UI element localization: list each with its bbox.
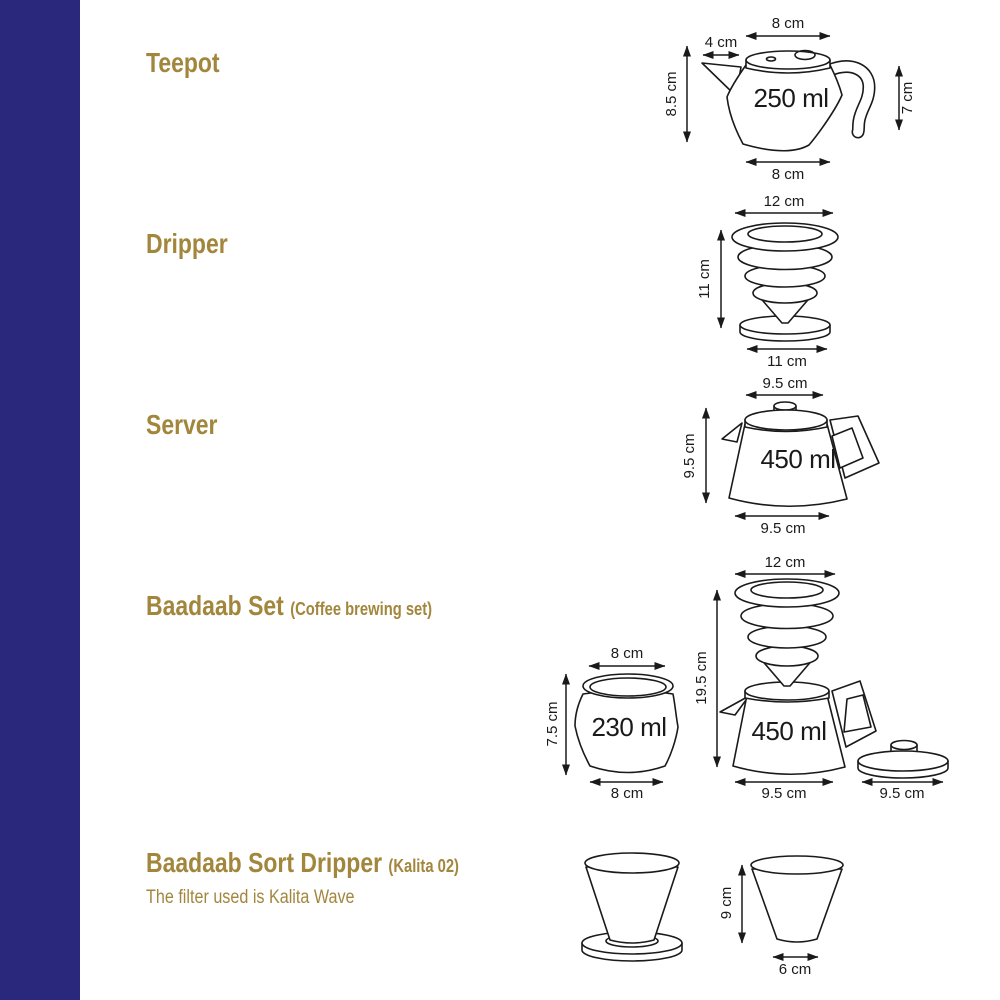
dripper-dim-base-label: 11 cm	[767, 353, 807, 370]
server-title-text: Server	[146, 409, 218, 440]
sort-dim-base-label: 6 cm	[778, 961, 812, 978]
set-lid-dim-label: 9.5 cm	[879, 785, 925, 802]
set-lid-top	[858, 751, 948, 771]
set-dim-height-label: 19.5 cm	[693, 651, 710, 705]
teepot-volume-label: 250 ml	[753, 83, 829, 113]
dripper-rim-opening	[748, 226, 822, 242]
set-lid-knob-top	[891, 741, 917, 750]
set-cup-dim-height-label: 7.5 cm	[544, 701, 561, 747]
sort-dripper-drawing	[555, 838, 975, 988]
set-lid	[858, 741, 948, 779]
set-cup	[575, 674, 678, 773]
sort-cone-rim	[585, 853, 679, 873]
sort-dripper-title-text: Baadaab Sort Dripper	[146, 847, 383, 878]
server-dim-base-label: 9.5 cm	[760, 520, 806, 537]
sort-cone2-body	[752, 869, 842, 942]
teepot-drawing	[655, 8, 935, 186]
set-cup-dim-base-label: 8 cm	[610, 785, 644, 802]
section-title-server	[146, 410, 217, 441]
sort-dripper-note: The filter used is Kalita Wave	[146, 887, 355, 908]
dripper-dim-top-label: 12 cm	[763, 193, 805, 210]
set-cup-dim-top-label: 8 cm	[610, 645, 644, 662]
set-dripper-opening	[751, 582, 823, 598]
dripper-drawing	[685, 193, 885, 383]
sort-dripper-cone-only	[751, 856, 843, 942]
server-spout	[722, 423, 742, 442]
set-dim-base-label: 9.5 cm	[761, 785, 807, 802]
server-lid	[745, 410, 827, 430]
teepot-dim-height-label: 8.5 cm	[663, 71, 680, 117]
section-title-sort-dripper	[146, 848, 459, 879]
sort-dim-height-label: 9 cm	[718, 886, 735, 920]
server-dim-height-label: 9.5 cm	[681, 433, 698, 479]
set-server-volume-label: 450 ml	[751, 716, 827, 746]
set-dripper-ring-4	[756, 646, 818, 666]
server-volume-label: 450 ml	[760, 444, 836, 474]
dripper-dim-height-label: 11 cm	[696, 259, 713, 299]
section-title-baadaab-set	[146, 591, 432, 622]
set-dim-top-label: 12 cm	[764, 554, 806, 571]
teepot-dim-spout-label: 4 cm	[704, 34, 738, 51]
sort-cone-body	[586, 867, 678, 943]
sort-dripper-with-base	[582, 853, 682, 961]
set-cup-opening	[590, 678, 666, 696]
server-dim-lid-label: 9.5 cm	[762, 375, 808, 392]
teepot-dim-base-label: 8 cm	[771, 166, 805, 183]
teepot-title-text: Teepot	[146, 47, 220, 78]
brand-sidebar	[0, 0, 80, 1000]
set-cup-volume-label: 230 ml	[591, 712, 667, 742]
section-title-dripper	[146, 229, 228, 260]
set-dripper-on-server	[720, 579, 876, 774]
baadaab-set-subtitle-text: (Coffee brewing set)	[290, 599, 433, 619]
section-title-teepot	[146, 48, 220, 79]
teepot-dim-handle-label: 7 cm	[899, 81, 916, 115]
server-drawing	[665, 375, 905, 543]
teepot-lid	[746, 51, 830, 69]
baadaab-set-title-text: Baadaab Set	[146, 590, 284, 621]
set-server-handle	[832, 681, 876, 747]
sort-cone2-rim	[751, 856, 843, 874]
baadaab-set-drawing	[545, 548, 975, 808]
sort-dripper-subtitle-text: (Kalita 02)	[388, 856, 459, 876]
dripper-title-text: Dripper	[146, 228, 228, 259]
teepot-dim-lid-label: 8 cm	[771, 15, 805, 32]
